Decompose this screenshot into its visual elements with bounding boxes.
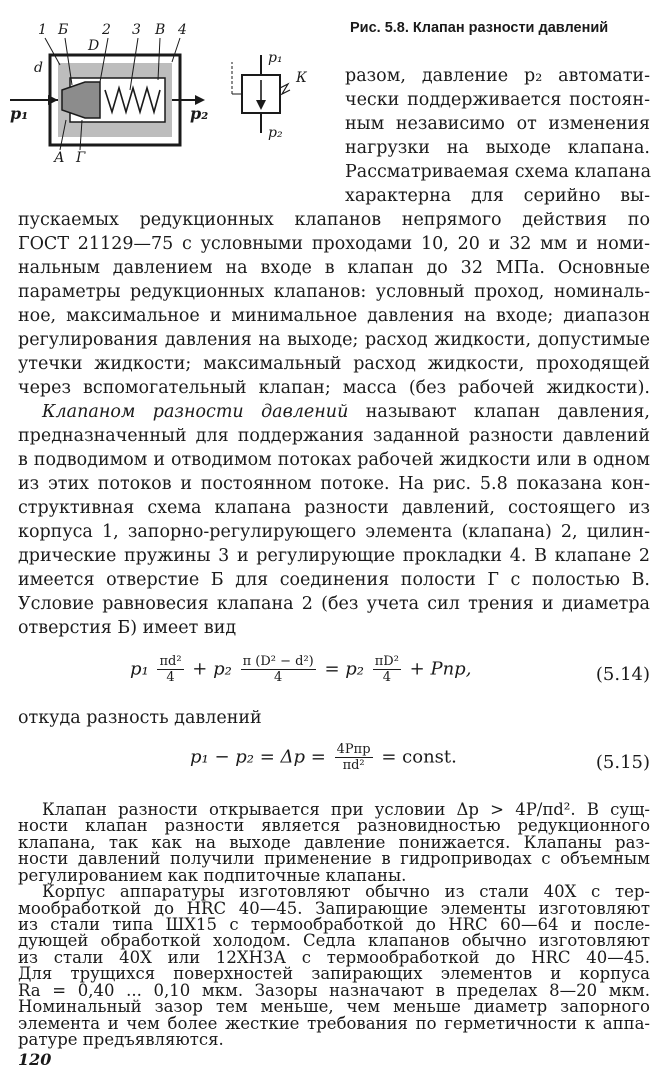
numerator: π (D² − d²) <box>242 654 314 669</box>
text-line: через вспомогательный клапан; масса (без рабочей жидкости). <box>18 378 650 398</box>
text-line: ности клапан разности является разновидностью редукционного <box>18 816 650 835</box>
formula-term: = p₂ <box>324 658 365 680</box>
numerator: πd² <box>159 654 182 669</box>
label-k: К <box>296 70 307 86</box>
valve-drawing <box>0 0 340 175</box>
denominator: 4 <box>274 670 283 685</box>
label-sym-p1: p₁ <box>268 50 283 66</box>
label-p1: p₁ <box>10 104 29 123</box>
text-span: называют клапан давления, <box>348 402 650 422</box>
denominator: 4 <box>382 670 391 685</box>
text-line: предназначенный для поддержания заданной разности давлений <box>18 426 650 446</box>
text-line <box>42 400 650 424</box>
text-line: нальным давлением на входе в клапан до 32 МПа. Основные <box>18 258 650 278</box>
text-line: Клапан разности открывается при условии Δp > 4P/πd². В сущ- <box>42 800 650 819</box>
denominator: πd² <box>342 758 365 773</box>
text-line: Корпус аппаратуры изготовляют обычно из стали 40Х с тер- <box>42 882 650 901</box>
formula-term: p₁ − p₂ = Δp = <box>190 746 326 768</box>
label-D: D <box>88 38 100 54</box>
text-line: в подводимом и отводимом потоках рабочей жидкости или в одном <box>18 450 650 470</box>
text-line: дующей обработкой холодом. Седла клапанов обычно изготовляют <box>18 931 650 950</box>
fraction <box>335 742 373 773</box>
fraction <box>373 654 401 685</box>
text-line: Для трущихся поверхностей запирающих элементов и корпуса <box>18 964 650 983</box>
text-line: Ra = 0,40 ... 0,10 мкм. Зазоры назначают в пределах 8—20 мкм. <box>18 981 650 1000</box>
text-line: Номинальный зазор тем меньше, чем меньше диаметр запорного <box>18 997 650 1016</box>
denominator: 4 <box>166 670 175 685</box>
equation-number: (5.14) <box>595 664 650 685</box>
text-line: структивная схема клапана разности давлений, состоящего из <box>18 498 650 518</box>
label-a: А <box>54 150 65 166</box>
numerator: 4Pпр <box>336 742 371 757</box>
text-line: Рассматриваемая схема клапана <box>345 162 652 182</box>
text-line: ГОСТ 21129—75 с условными проходами 10, 20 и 32 мм и номи- <box>18 234 650 254</box>
figure-caption: Рис. 5.8. Клапан разности давлений <box>350 20 609 36</box>
text-line: элемента и чем более жесткие требования по герметичности к аппа- <box>18 1014 650 1033</box>
text-line: регулирования давления на выходе; расход жидкости, допустимые <box>18 330 650 350</box>
text-line: откуда разность давлений <box>18 708 262 728</box>
label-4: 4 <box>178 22 187 38</box>
text-line: Условие равновесия клапана 2 (без учета сил трения и диаметра <box>18 594 650 614</box>
formula-term: = const. <box>381 746 457 768</box>
label-b: Б <box>58 22 69 38</box>
formula-term: + p₂ <box>192 658 232 680</box>
label-1: 1 <box>38 22 47 38</box>
text-line: мообработкой до HRC 40—45. Запирающие элементы изготовляют <box>18 899 650 918</box>
fraction <box>241 654 316 685</box>
text-line: имеется отверстие Б для соединения полости Г с полостью В. <box>18 570 650 590</box>
page-number: 120 <box>18 1050 52 1069</box>
label-v: В <box>155 22 166 38</box>
text-line: дрические пружины 3 и регулирующие прокладки 4. В клапане 2 <box>18 546 650 566</box>
label-g: Г <box>76 150 86 166</box>
label-d: d <box>34 60 43 76</box>
label-p2: p₂ <box>190 104 209 123</box>
formula-term: + Pпр, <box>409 658 472 680</box>
valve-element <box>62 82 100 118</box>
valve-symbol <box>232 55 290 133</box>
text-line: из стали типа ШХ15 с термообработкой до HRC 60—64 и после- <box>18 915 650 934</box>
term-italic: Клапаном разности давлений <box>42 402 349 422</box>
fraction <box>157 654 183 685</box>
text-line: параметры редукционных клапанов: условный проход, номиналь- <box>18 282 650 302</box>
label-3: 3 <box>132 22 141 38</box>
text-line: ное, максимальное и минимальное давления на входе; диапазон <box>18 306 650 326</box>
label-2: 2 <box>102 22 111 38</box>
text-line: регулированием как подпиточные клапаны. <box>18 866 407 885</box>
text-line: разом, давление p₂ автомати- <box>345 66 650 86</box>
text-line: отверстия Б) имеет вид <box>18 618 237 638</box>
text-line: чески поддерживается постоян- <box>345 90 650 110</box>
text-line: пускаемых редукционных клапанов непрямого действия по <box>18 210 650 230</box>
equation-number: (5.15) <box>595 752 650 773</box>
text-line: корпуса 1, запорно-регулирующего элемента (клапана) 2, цилин- <box>18 522 650 542</box>
formula-5-15 <box>130 742 650 786</box>
text-line: утечки жидкости; максимальный расход жидкости, проходящей <box>18 354 650 374</box>
text-line: ности давлений получили применение в гидроприводах с объемным <box>18 849 650 868</box>
formula-expression <box>130 654 471 685</box>
text-line: ратуре предъявляются. <box>18 1030 224 1049</box>
text-line: ным независимо от изменения <box>345 114 650 134</box>
text-line: характерна для серийно вы- <box>345 186 650 206</box>
numerator: πD² <box>374 654 399 669</box>
formula-5-14 <box>130 654 650 698</box>
text-line: из стали 40Х или 12ХН3А с термообработкой до HRC 40—45. <box>18 948 650 967</box>
label-sym-p2: p₂ <box>268 125 283 141</box>
formula-expression <box>190 742 457 773</box>
text-line: нагрузки на выходе клапана. <box>345 138 650 158</box>
formula-term: p₁ <box>130 658 149 680</box>
text-line: клапана, так как на выходе давление понижается. Клапаны раз- <box>18 833 650 852</box>
text-line: из этих потоков и постоянном потоке. На рис. 5.8 показана кон- <box>18 474 650 494</box>
